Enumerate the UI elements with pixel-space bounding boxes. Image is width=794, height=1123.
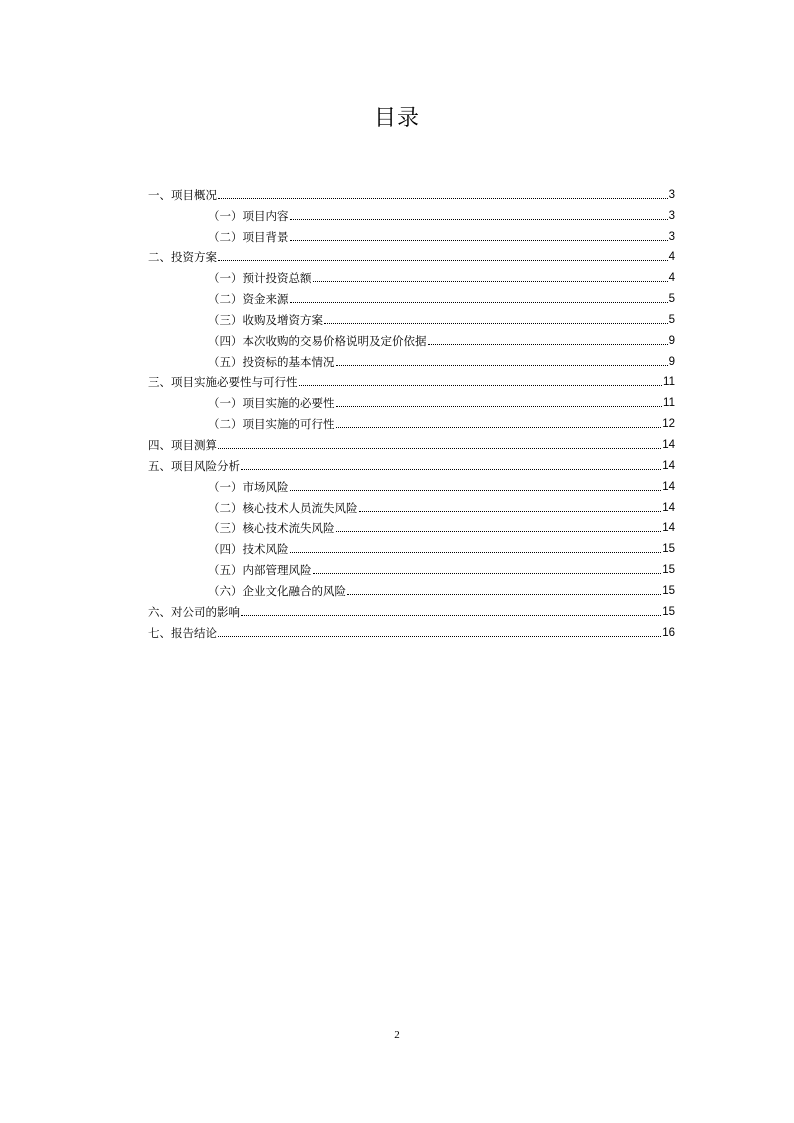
toc-entry-label: （一）项目实施的必要性 <box>208 396 335 411</box>
toc-entry-label: （二）核心技术人员流失风险 <box>208 500 358 515</box>
toc-entry[interactable] <box>148 535 675 556</box>
toc-entry-label: （一）预计投资总额 <box>208 271 312 286</box>
toc-entry-page-number: 15 <box>662 564 675 577</box>
toc-entry-label: （一）项目内容 <box>208 208 289 223</box>
toc-entry-page-number: 15 <box>662 584 675 597</box>
toc-entry-label: 六、对公司的影响 <box>148 604 240 619</box>
toc-entry[interactable] <box>148 389 675 410</box>
toc-dot-leader <box>347 593 661 595</box>
toc-entry[interactable] <box>148 181 675 202</box>
toc-entry-label: （三）核心技术流失风险 <box>208 521 335 536</box>
toc-entry[interactable] <box>148 473 675 494</box>
toc-entry-label: 三、项目实施必要性与可行性 <box>148 375 298 390</box>
toc-dot-leader <box>359 510 662 512</box>
toc-dot-leader <box>290 551 662 553</box>
toc-entry-page-number: 3 <box>668 230 675 243</box>
toc-entry[interactable] <box>148 244 675 265</box>
toc-entry-page-number: 14 <box>662 501 675 514</box>
toc-dot-leader <box>336 405 663 407</box>
toc-dot-leader <box>324 322 668 324</box>
toc-entry-page-number: 3 <box>668 188 675 201</box>
toc-entry-label: （二）项目背景 <box>208 229 289 244</box>
toc-entry-label: （六）企业文化融合的风险 <box>208 583 346 598</box>
toc-entry[interactable] <box>148 556 675 577</box>
toc-entry-label: （二）资金来源 <box>208 292 289 307</box>
toc-dot-leader <box>290 301 668 303</box>
toc-entry-label: （五）投资标的基本情况 <box>208 354 335 369</box>
toc-entry-page-number: 15 <box>662 543 675 556</box>
toc-dot-leader <box>336 426 662 428</box>
toc-dot-leader <box>299 384 663 386</box>
toc-entry-label: （五）内部管理风险 <box>208 563 312 578</box>
toc-entry[interactable] <box>148 369 675 390</box>
toc-entry[interactable] <box>148 306 675 327</box>
toc-entry-label: （三）收购及增资方案 <box>208 312 323 327</box>
toc-entry-label: （四）本次收购的交易价格说明及定价依据 <box>208 333 427 348</box>
toc-entry-page-number: 14 <box>662 522 675 535</box>
page-title: 目录 <box>373 106 420 131</box>
toc-entry[interactable] <box>148 410 675 431</box>
toc-entry-page-number: 14 <box>662 459 675 472</box>
toc-dot-leader <box>241 614 661 616</box>
toc-dot-leader <box>336 530 662 532</box>
toc-entry[interactable] <box>148 619 675 640</box>
toc-dot-leader <box>290 218 668 220</box>
toc-entry-page-number: 14 <box>662 438 675 451</box>
toc-entry-label: （四）技术风险 <box>208 542 289 557</box>
toc-entry-page-number: 15 <box>662 605 675 618</box>
toc-dot-leader <box>218 447 661 449</box>
toc-entry-label: 五、项目风险分析 <box>148 458 240 473</box>
toc-entry-label: 七、报告结论 <box>148 625 217 640</box>
toc-entry-page-number: 11 <box>663 376 675 389</box>
page-number: 2 <box>394 1029 400 1041</box>
toc-entry-page-number: 3 <box>668 209 675 222</box>
toc-entry[interactable] <box>148 577 675 598</box>
toc-entry[interactable] <box>148 598 675 619</box>
table-of-contents <box>148 181 675 640</box>
toc-entry[interactable] <box>148 494 675 515</box>
toc-entry-page-number: 11 <box>663 397 675 410</box>
toc-entry[interactable] <box>148 452 675 473</box>
toc-entry-label: （二）项目实施的可行性 <box>208 417 335 432</box>
toc-entry-page-number: 14 <box>662 480 675 493</box>
toc-dot-leader <box>218 259 668 261</box>
toc-entry[interactable] <box>148 264 675 285</box>
toc-entry-page-number: 5 <box>668 313 675 326</box>
toc-entry-page-number: 5 <box>668 293 675 306</box>
toc-dot-leader <box>241 468 661 470</box>
toc-entry-label: 四、项目测算 <box>148 437 217 452</box>
toc-entry-page-number: 9 <box>668 334 675 347</box>
toc-dot-leader <box>218 635 661 637</box>
toc-entry[interactable] <box>148 431 675 452</box>
toc-entry-page-number: 12 <box>662 418 675 431</box>
toc-dot-leader <box>313 280 668 282</box>
toc-entry[interactable] <box>148 515 675 536</box>
toc-entry[interactable] <box>148 202 675 223</box>
toc-entry-page-number: 4 <box>668 251 675 264</box>
toc-entry-label: 二、投资方案 <box>148 250 217 265</box>
toc-dot-leader <box>428 343 668 345</box>
toc-entry-label: 一、项目概况 <box>148 187 217 202</box>
toc-dot-leader <box>336 364 668 366</box>
toc-dot-leader <box>218 197 668 199</box>
toc-entry[interactable] <box>148 223 675 244</box>
toc-dot-leader <box>313 572 662 574</box>
toc-entry[interactable] <box>148 285 675 306</box>
toc-entry-page-number: 4 <box>668 272 675 285</box>
toc-entry[interactable] <box>148 327 675 348</box>
toc-dot-leader <box>290 489 662 491</box>
toc-entry[interactable] <box>148 348 675 369</box>
toc-entry-page-number: 16 <box>662 626 675 639</box>
toc-entry-page-number: 9 <box>668 355 675 368</box>
toc-dot-leader <box>290 239 668 241</box>
toc-entry-label: （一）市场风险 <box>208 479 289 494</box>
